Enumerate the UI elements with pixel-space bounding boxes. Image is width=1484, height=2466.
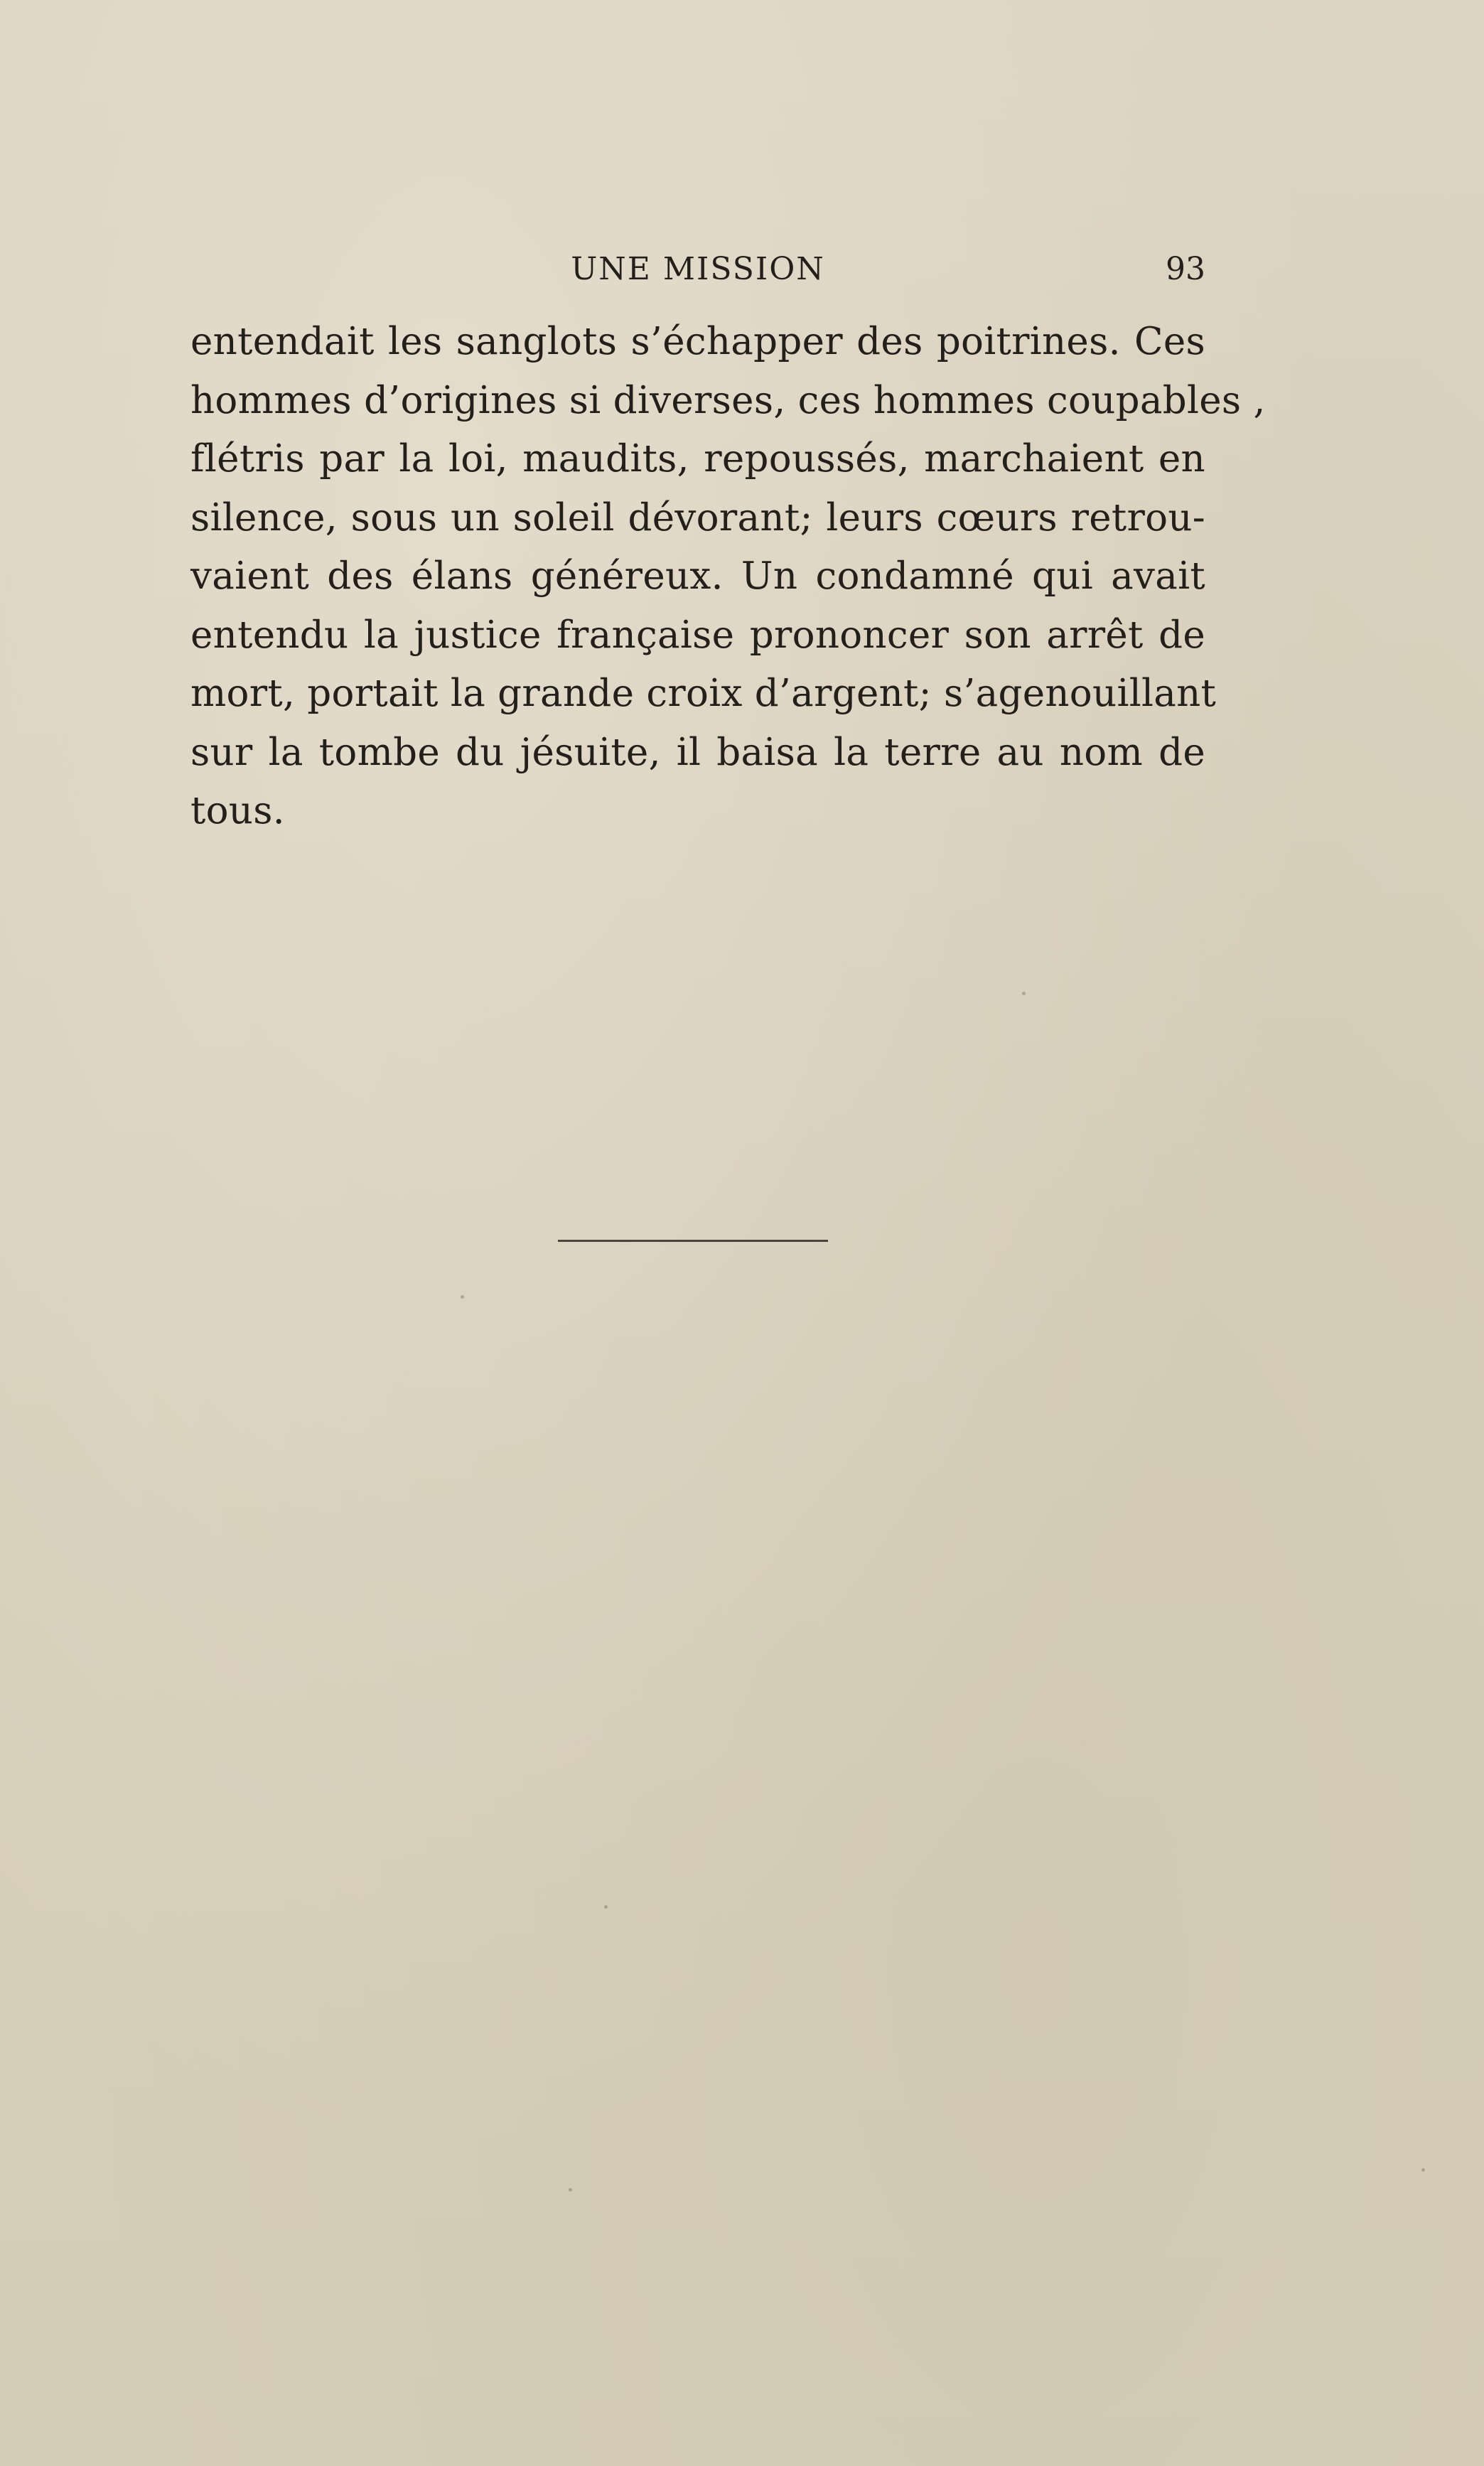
paper-speck [1022,992,1026,995]
end-rule [558,1240,828,1242]
text-line: flétris par la loi, maudits, repoussés, marchaient en [190,437,1205,481]
page-number: 93 [1166,251,1205,287]
text-line: vaient des élans généreux. Un condamné qui avait [190,554,1205,598]
text-line: entendait les sanglots s’échapper des poitrines. Ces [190,320,1205,363]
paper-speck [604,1905,608,1909]
text-line: tous. [190,789,285,832]
text-line: silence, sous un soleil dévorant; leurs cœurs retrou- [190,495,1205,540]
text-line: sur la tombe du jésuite, il baisa la terre au nom de [190,730,1205,774]
running-head [190,245,1205,295]
running-title: UNE MISSION [571,251,825,287]
paper-speck [461,1295,464,1299]
body-paragraph [190,313,1266,841]
text-line: mort, portait la grande croix d’argent; s’agenouillant [190,672,1217,715]
paper-speck [1421,2168,1425,2172]
paper-speck [569,2188,572,2192]
text-line: hommes d’origines si diverses, ces hommes coupables , [190,378,1266,422]
text-line: entendu la justice française prononcer son arrêt de [190,613,1205,657]
